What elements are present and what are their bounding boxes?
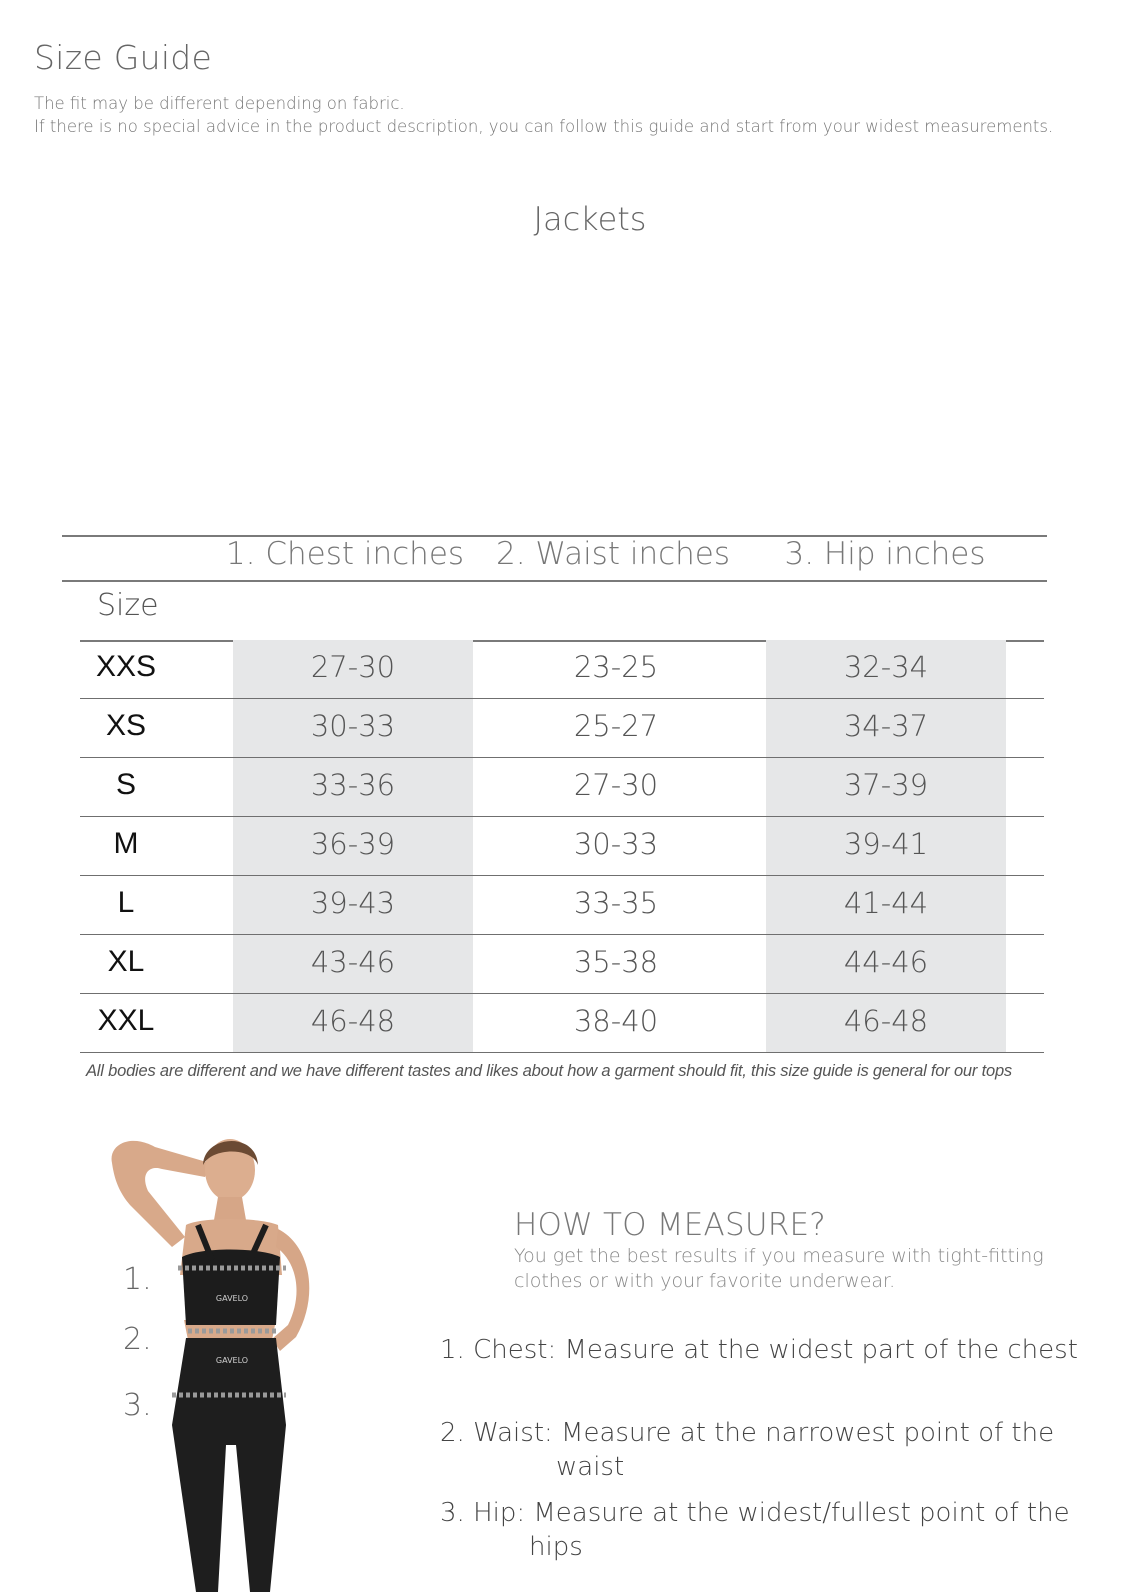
neck <box>214 1197 246 1220</box>
leggings <box>172 1338 286 1592</box>
hip-cell: 34-37 <box>843 709 929 743</box>
size-cell: L <box>117 886 135 919</box>
size-cell: XL <box>107 945 145 978</box>
waist-cell: 35-38 <box>573 945 659 979</box>
chest-cell: 33-36 <box>310 768 396 802</box>
table-footnote: All bodies are different and we have different tastes and likes about how a garment should fit, this size guide is general for our tops <box>86 1062 1012 1080</box>
guide-instructions: If there is no special advice in the product description, you can follow this guide and start from your widest measurements. <box>34 117 1054 136</box>
waist-instruction-cont: waist <box>556 1452 625 1482</box>
chest-cell: 27-30 <box>310 650 396 684</box>
hip-cell: 39-41 <box>843 827 929 861</box>
hip-instruction-cont: hips <box>529 1532 583 1562</box>
table-row <box>80 994 1044 1053</box>
bra-brand-text: GAVELO <box>215 1294 249 1303</box>
model-figure-image <box>100 1125 400 1592</box>
table-row <box>80 758 1044 817</box>
page-title: Size Guide <box>34 38 213 77</box>
column-header-hip: 3. Hip inches <box>784 536 986 572</box>
table-row <box>80 935 1044 994</box>
leggings-brand-text: GAVELO <box>215 1356 249 1365</box>
waist-cell: 33-35 <box>573 886 659 920</box>
size-cell: M <box>113 827 139 860</box>
size-cell: XS <box>105 709 147 742</box>
section-title: Jackets <box>533 200 647 238</box>
hip-cell: 41-44 <box>843 886 929 920</box>
hip-cell: 44-46 <box>843 945 929 979</box>
hip-instruction: 3. Hip: Measure at the widest/fullest point of the <box>440 1498 1070 1528</box>
size-cell: XXL <box>97 1004 155 1037</box>
how-to-measure-subtitle-line2: clothes or with your favorite underwear. <box>514 1270 896 1292</box>
hip-marker: 3. <box>123 1388 152 1423</box>
waist-instruction: 2. Waist: Measure at the narrowest point of the <box>440 1418 1055 1448</box>
how-to-measure-subtitle-line1: You get the best results if you measure with tight-fitting <box>514 1245 1044 1267</box>
hip-cell: 37-39 <box>843 768 929 802</box>
sports-bra <box>182 1250 280 1326</box>
size-cell: XXS <box>95 650 157 683</box>
chest-cell: 36-39 <box>310 827 396 861</box>
fit-note: The fit may be different depending on fabric. <box>34 94 405 113</box>
chest-marker: 1. <box>123 1262 152 1297</box>
table-row <box>80 817 1044 876</box>
hip-cell: 46-48 <box>843 1004 929 1038</box>
waist-marker: 2. <box>123 1322 152 1357</box>
table-header-rule <box>62 580 1047 582</box>
table-row <box>80 640 1044 699</box>
how-to-measure-title: HOW TO MEASURE? <box>514 1207 826 1243</box>
chest-cell: 30-33 <box>310 709 396 743</box>
waist-cell: 30-33 <box>573 827 659 861</box>
chest-cell: 39-43 <box>310 886 396 920</box>
column-header-chest: 1. Chest inches <box>225 536 465 572</box>
chest-cell: 46-48 <box>310 1004 396 1038</box>
waist-cell: 27-30 <box>573 768 659 802</box>
waist-cell: 23-25 <box>573 650 659 684</box>
column-header-waist: 2. Waist inches <box>495 536 731 572</box>
waist-cell: 25-27 <box>573 709 659 743</box>
table-row <box>80 699 1044 758</box>
waist-cell: 38-40 <box>573 1004 659 1038</box>
row-divider <box>80 1052 1044 1054</box>
table-row <box>80 876 1044 935</box>
chest-instruction: 1. Chest: Measure at the widest part of the chest <box>440 1335 1078 1365</box>
hip-cell: 32-34 <box>843 650 929 684</box>
size-column-label: Size <box>97 588 159 623</box>
size-cell: S <box>115 768 136 801</box>
chest-cell: 43-46 <box>310 945 396 979</box>
